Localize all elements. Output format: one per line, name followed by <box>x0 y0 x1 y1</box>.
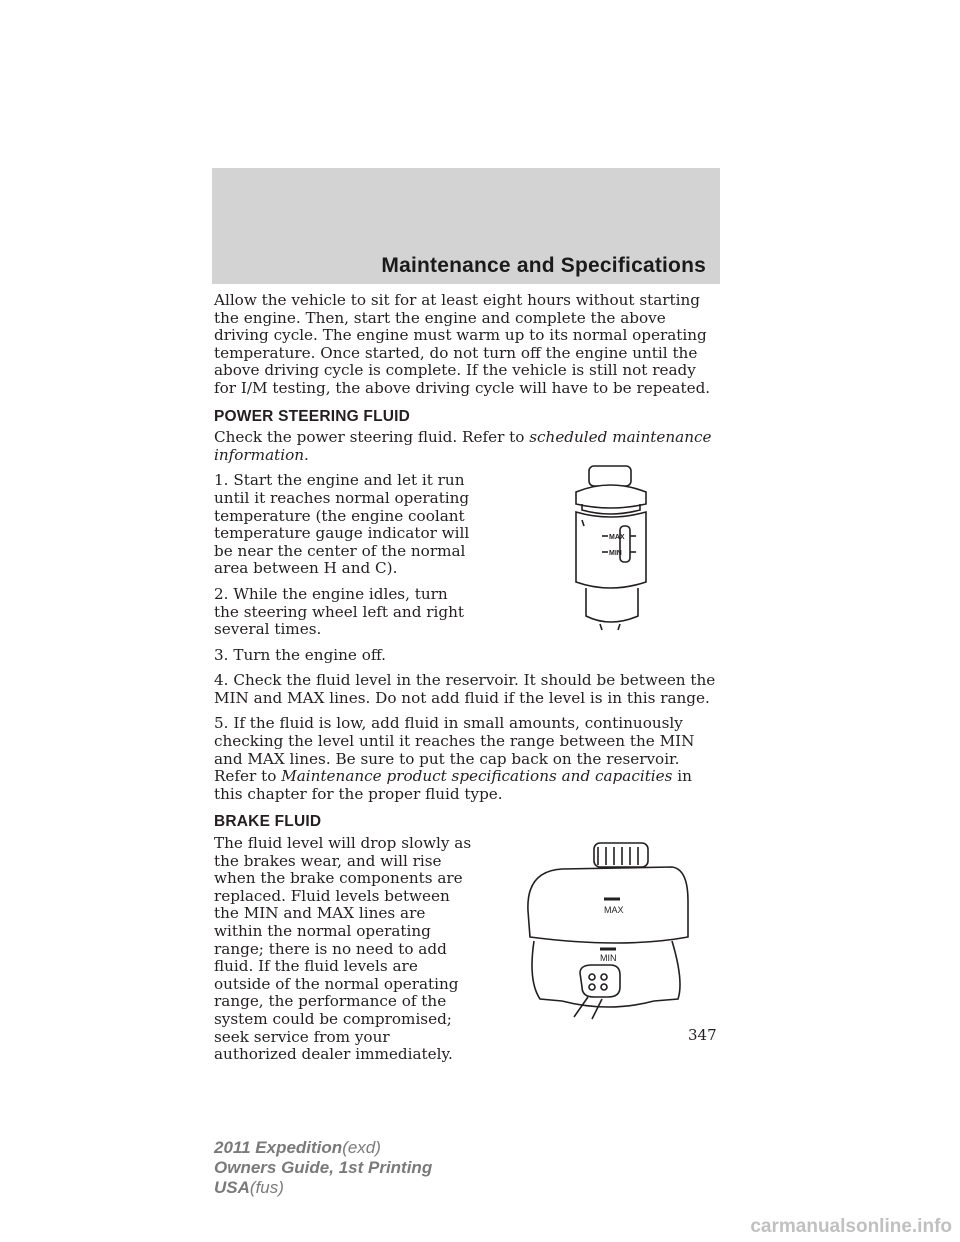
footer-line-2: Owners Guide, 1st Printing <box>214 1158 433 1177</box>
step-1: 1. Start the engine and let it run until it reaches normal operating temperature (the engine coolant temperature gauge indicator will be near the center of the normal area between H and C). <box>214 471 470 578</box>
brake-fluid-reservoir-illustration <box>522 841 692 1021</box>
brake-fluid-section <box>214 835 720 1064</box>
intro-paragraph: Allow the vehicle to sit for at least eight hours without starting the engine. Then, start the engine and complete the above driving cycle. The engine must warm up to its normal operating temperature. Once started, do not turn off the engine until the above driving cycle is complete. If the vehicle is still not ready for I/M testing, the above driving cycle will have to be repeated. <box>214 291 711 397</box>
brake-fluid-paragraph: The fluid level will drop slowly as the brakes wear, and will rise when the brake components are replaced. Fluid levels between the MIN and MAX lines are within the normal operating range; there is no need to add fluid. If the fluid levels are outside of the normal operating range, the performance of the system could be compromised; seek service from your authorized dealer immediately. <box>214 834 472 1064</box>
power-steering-lead: Check the power steering fluid. Refer to scheduled maintenance information. <box>214 428 712 464</box>
step-3: 3. Turn the engine off. <box>214 645 386 664</box>
watermark: carmanualsonline.info <box>750 1216 952 1237</box>
header-band <box>212 168 720 284</box>
power-steering-steps <box>214 472 720 664</box>
page-number: 347 <box>688 1026 717 1044</box>
ps-min-label: MIN <box>609 550 622 558</box>
step-5: 5. If the fluid is low, add fluid in small amounts, continuously checking the level until it reaches the range between the MIN and MAX lines. Be sure to put the cap back on the reservoir. Refer to Maintenance product specifications and capacities in this chapter for the proper fluid type. <box>214 714 695 803</box>
step-4: 4. Check the fluid level in the reservoir. It should be between the MIN and MAX lines. Do not add fluid if the level is in this range. <box>214 671 716 707</box>
footer-line-3: USA(fus) <box>214 1178 284 1197</box>
brake-fluid-heading: BRAKE FLUID <box>214 813 322 831</box>
footer-line-1: 2011 Expedition(exd) <box>214 1138 381 1157</box>
power-steering-reservoir-illustration <box>542 464 682 632</box>
print-footer <box>214 1138 432 1198</box>
brake-max-label: MAX <box>604 905 624 916</box>
maintenance-spec-ref: Maintenance product specifications and capacities <box>281 767 673 786</box>
page-title: Maintenance and Specifications <box>381 254 706 277</box>
brake-min-label: MIN <box>600 953 617 964</box>
step-2: 2. While the engine idles, turn the steering wheel left and right several times. <box>214 584 464 639</box>
scheduled-maintenance-ref: scheduled maintenance information. <box>214 428 712 464</box>
ps-max-label: MAX <box>609 534 625 542</box>
page-content <box>214 292 720 1072</box>
power-steering-heading: POWER STEERING FLUID <box>214 407 411 425</box>
